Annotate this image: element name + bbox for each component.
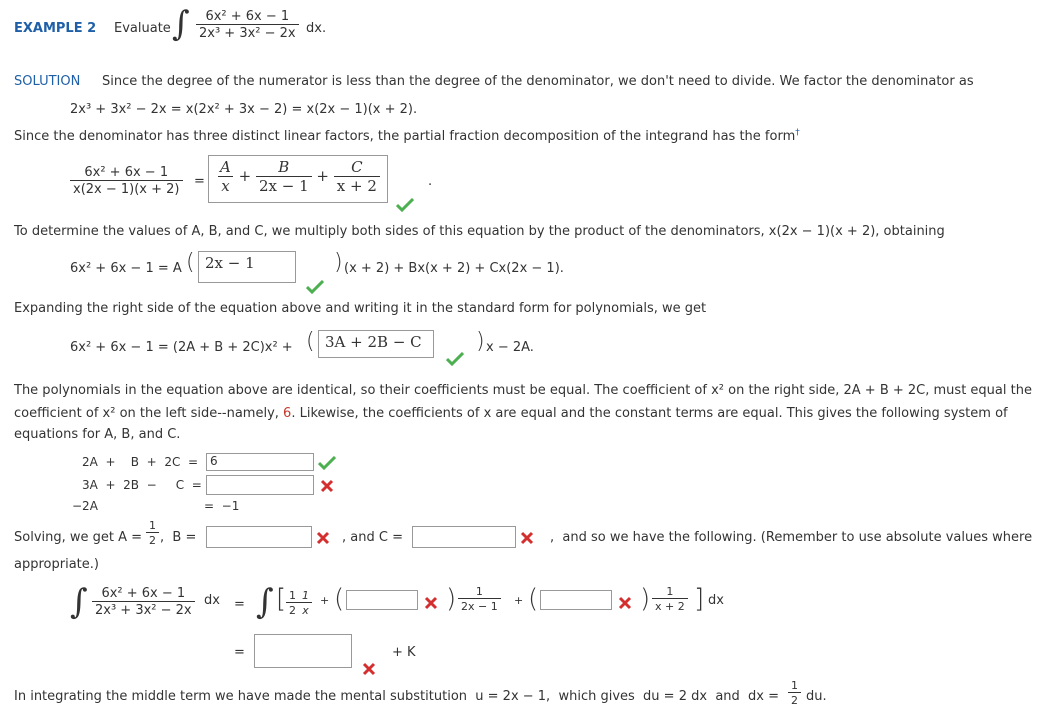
check-icon [446,352,464,366]
plus-sign: + [514,594,524,607]
example-dx: dx. [306,21,327,36]
evaluate-text: Evaluate [114,21,171,36]
last-fraction: $\frac{1}{2}$ [788,680,801,706]
right-paren: ) [476,329,485,354]
eq3-right: x − 2A. [486,340,534,355]
system-eq1-input[interactable]: 6 [206,453,314,471]
integral-sign: ∫ [172,4,190,44]
c-label: , and C = [342,530,403,545]
pf-equals: = [194,174,205,189]
right-paren: ) [640,584,651,614]
x-icon [320,479,334,493]
plus-sign: + [320,594,330,607]
system-eq2-input[interactable] [206,475,314,495]
identical-line3: equations for A, B, and C. [14,427,181,442]
pf-form-box[interactable]: $\frac{A}{x}$ + $\frac{B}{2x - 1}$ + $\frac{C}{x + 2}$ [208,155,388,203]
system-eq2: 3A + 2B − C = [82,478,202,492]
dagger-link[interactable]: † [795,128,800,138]
int-dx: dx [204,593,220,608]
solution-intro: Since the degree of the numerator is less than the degree of the denominator, we don't need to divide. We factor the denominator as [102,74,974,89]
right-paren: ) [446,584,457,614]
left-bracket: [ [276,584,287,614]
int-integrand: $\frac{\text{6x² + 6x − 1}}{\text{2x³ + 3x² − 2x}}$ [92,587,195,617]
x-icon [618,596,632,610]
expanding-text: Expanding the right side of the equation above and writing it in the standard form for polynomials, we get [14,301,707,316]
check-icon [306,280,324,294]
example-label: EXAMPLE 2 [14,21,97,36]
determine-text: To determine the values of A, B, and C, we multiply both sides of this equation by the product of the denominators, x(2x − 1)(x + 2), obtaining [14,224,945,239]
pf-lhs: $\frac{\text{6x² + 6x − 1}}{x(2x - 1)(x + 2)}$ [70,166,183,196]
final-answer-input[interactable] [254,634,352,668]
end-dx: dx [708,593,724,608]
identical-line1: The polynomials in the equation above are identical, so their coefficients must be equal. The coefficient of x² on the right side, 2A + B + 2C, must equal the [14,383,1032,398]
x-icon [424,596,438,610]
b-input[interactable] [206,526,312,548]
plus-k: + K [392,645,416,660]
term2-input[interactable] [346,590,418,610]
identical-line2: coefficient of x² on the left side--namely, 6. Likewise, the coefficients of x are equal and the constant terms are equal. This gives the following system of [14,406,1008,421]
term3-input[interactable] [540,590,612,610]
term3-fraction: $\frac{1}{x + 2}$ [652,586,688,612]
eq3-left: 6x² + 6x − 1 = (2A + B + 2C)x² + [70,340,293,355]
c-input[interactable] [412,526,516,548]
left-paren: ( [186,250,195,275]
term2-fraction: $\frac{1}{2x - 1}$ [458,586,501,612]
integral-sign: ∫ [256,582,274,622]
check-icon [396,198,414,212]
final-equals: = [234,645,245,660]
eq2-right: (x + 2) + Bx(x + 2) + Cx(2x − 1). [344,261,564,276]
solving-text: Solving, we get A = [14,530,143,545]
left-paren: ( [334,584,345,614]
pf-period: . [428,174,433,189]
left-paren: ( [528,584,539,614]
int-equals: = [234,597,245,612]
system-eq1: 2A + B + 2C = [82,455,199,469]
system-eq3-left: −2A [72,499,98,513]
appropriate-text: appropriate.) [14,557,99,572]
last-line: In integrating the middle term we have made the mental substitution u = 2x − 1, which gives du = 2 dx and dx = [14,689,780,704]
x-icon [362,662,376,676]
check-icon [318,456,336,470]
system-eq3-right: = −1 [204,499,240,513]
eq3-answer-box[interactable]: 3A + 2B − C [318,330,434,358]
b-label: , B = [160,530,197,545]
x-icon [520,531,534,545]
eq2-left: 6x² + 6x − 1 = A [70,261,182,276]
eq2-answer-box[interactable]: 2x − 1 [198,251,296,283]
right-paren: ) [334,250,343,275]
x-icon [316,531,330,545]
right-bracket: ] [694,584,705,614]
solution-label: SOLUTION [14,74,81,89]
term1: $\frac{1}{2}$ $\frac{1}{x}$ [286,590,312,616]
integral-sign: ∫ [70,582,88,622]
a-value: $\frac{1}{2}$ [146,520,159,546]
partial-intro: Since the denominator has three distinct linear factors, the partial fraction decomposition of the integrand has the form† [14,128,800,144]
last-du: du. [806,689,827,704]
left-paren: ( [306,329,315,354]
example-integrand: $\frac{\text{6x² + 6x − 1}}{\text{2x³ + 3x² − 2x}}$ [196,10,299,40]
so-have-text: , and so we have the following. (Remember to use absolute values where [550,530,1033,545]
factor-line: 2x³ + 3x² − 2x = x(2x² + 3x − 2) = x(2x − 1)(x + 2). [70,102,418,117]
